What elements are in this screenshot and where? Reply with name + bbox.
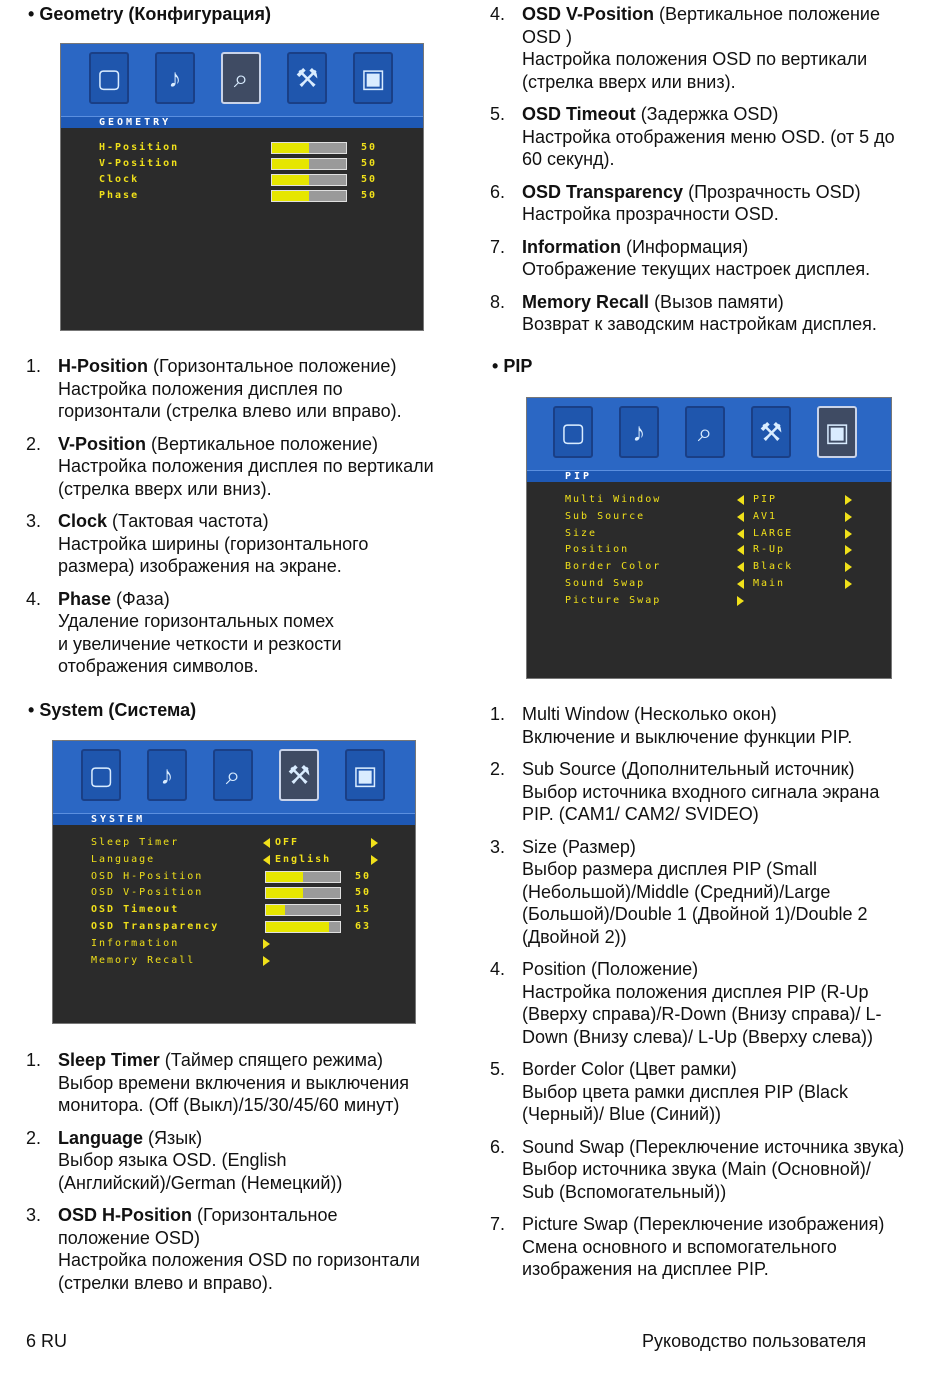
item-description-line: (стрелка вверх или вниз). — [522, 71, 736, 92]
item-description-line: (Английский)/German (Немецкий)) — [58, 1172, 343, 1193]
item-term-note: Position (Положение) — [522, 959, 699, 979]
arrow-right-icon — [845, 562, 852, 572]
osd-row-label: Sub Source — [565, 510, 646, 522]
item-description-line: OSD ) — [522, 26, 573, 47]
item-description-line: (Вверху справа)/R-Down (Внизу справа)/ L- — [522, 1004, 882, 1024]
item-term: H-Position — [58, 356, 148, 376]
list-item — [490, 836, 945, 949]
osd-slider — [271, 158, 347, 170]
arrow-left-icon — [737, 562, 744, 572]
color-icon — [155, 52, 195, 104]
monitor-icon-glyph: ▢ — [96, 63, 122, 93]
list-item — [26, 1127, 466, 1195]
item-number: 1. — [490, 704, 506, 724]
arrow-left-icon — [263, 838, 270, 848]
item-number: 5. — [490, 104, 506, 124]
item-term-note: Sound Swap (Переключение источника звука) — [522, 1136, 905, 1157]
arrow-left-icon — [737, 512, 744, 522]
item-description-line: изображения на дисплее PIP. — [522, 1259, 769, 1279]
osd-title-strip — [61, 116, 423, 128]
item-description-line: PIP. (CAM1/ CAM2/ SVIDEO) — [522, 804, 759, 824]
geometry-icon — [685, 406, 725, 458]
osd-slider — [265, 887, 341, 899]
color-icon-glyph: ♪ — [632, 417, 646, 447]
osd-slider-fill — [272, 175, 309, 185]
item-term: OSD Transparency — [522, 181, 684, 202]
osd-row-value: PIP — [753, 494, 778, 505]
osd-slider-fill — [266, 922, 329, 932]
geometry-icon-glyph: ⌕ — [697, 417, 713, 447]
list-item — [490, 103, 940, 171]
item-title-line — [58, 1049, 466, 1072]
system-heading: • System (Система) — [28, 700, 197, 720]
item-title-line — [58, 355, 466, 378]
osd-slider — [271, 174, 347, 186]
geometry-heading: • Geometry (Конфигурация) — [28, 4, 271, 24]
item-term-note: (Горизонтальное положение) — [148, 356, 397, 376]
item-term: OSD V-Position — [522, 4, 655, 24]
osd-row-label: OSD Timeout — [91, 904, 180, 916]
item-description-line: горизонтали (стрелка влево или вправо). — [58, 401, 402, 421]
arrow-left-icon — [263, 855, 270, 865]
list-item — [490, 703, 945, 748]
item-description-line: Смена основного и вспомогательного — [522, 1236, 837, 1257]
osd-row-label: Sleep Timer — [91, 837, 180, 848]
item-number: 1. — [26, 356, 42, 376]
osd-slider — [265, 904, 341, 916]
osd-row-label: Border Color — [565, 561, 662, 573]
item-number: 7. — [490, 236, 506, 257]
item-term: Clock — [58, 511, 108, 531]
item-term: V-Position — [58, 433, 147, 454]
item-description-line: (стрелки влево и вправо). — [58, 1272, 273, 1293]
geometry-icon — [213, 749, 253, 801]
arrow-left-icon — [737, 545, 744, 555]
item-description-line: отображения символов. — [58, 656, 259, 676]
osd-row-value: 50 — [361, 142, 378, 153]
item-term-note: (Задержка OSD) — [635, 104, 779, 124]
osd-row-label: OSD H-Position — [91, 870, 204, 882]
osd-row-label: Language — [91, 853, 156, 865]
item-term-note: (Вызов памяти) — [649, 291, 784, 312]
arrow-right-icon — [737, 596, 744, 606]
item-title-line — [522, 703, 945, 726]
geometry-item-list — [26, 355, 466, 688]
item-description-line: Down (Внизу слева)/ L-Up (Вверху слева)) — [522, 1026, 874, 1047]
osd-title-strip — [527, 470, 891, 482]
item-term-note: Sub Source (Дополнительный источник) — [522, 759, 855, 779]
list-item — [490, 758, 945, 826]
osd-row-value: Main — [753, 578, 786, 589]
item-description-line: Выбор источника входного сигнала экрана — [522, 781, 880, 802]
item-title-line — [522, 181, 940, 204]
monitor-icon — [89, 52, 129, 104]
item-number: 3. — [26, 511, 42, 531]
item-number: 5. — [490, 1059, 506, 1079]
monitor-icon — [81, 749, 121, 801]
osd-row-label: Phase — [99, 190, 140, 201]
item-title-line — [522, 958, 945, 981]
item-title-line — [522, 758, 945, 781]
item-description-line: Включение и выключение функции PIP. — [522, 726, 853, 747]
osd-row-label: OSD Transparency — [91, 921, 220, 932]
arrow-right-icon — [845, 545, 852, 555]
arrow-right-icon — [371, 855, 378, 865]
osd-row-value: 50 — [361, 158, 378, 169]
pip-icon-glyph: ▣ — [360, 63, 386, 93]
osd-row-label: Clock — [99, 174, 140, 185]
system-icon — [287, 52, 327, 104]
item-term: Phase — [58, 588, 112, 609]
item-number: 2. — [26, 1127, 42, 1148]
list-item — [490, 1058, 945, 1126]
item-description-line: Настройка положения OSD по горизонтали — [58, 1250, 420, 1270]
osd-row-label: Information — [91, 937, 180, 949]
osd-slider — [271, 190, 347, 202]
pip-icon-glyph: ▣ — [824, 417, 850, 447]
osd-slider-fill — [272, 191, 309, 201]
item-title-line — [58, 588, 466, 611]
footer-title: Руководство пользователя — [642, 1331, 867, 1351]
osd-row-value: OFF — [275, 837, 300, 848]
pip-icon-glyph: ▣ — [352, 760, 378, 790]
color-icon — [147, 749, 187, 801]
item-description-line: Настройка положения дисплея PIP (R-Up — [522, 981, 869, 1002]
item-term-note: (Таймер спящего режима) — [159, 1050, 383, 1070]
monitor-icon-glyph: ▢ — [560, 417, 586, 447]
item-term-note: Picture Swap (Переключение изображения) — [522, 1214, 885, 1234]
arrow-right-icon — [263, 956, 270, 966]
list-item — [26, 1204, 466, 1294]
item-number: 4. — [26, 588, 42, 609]
geometry-osd-screenshot — [60, 43, 424, 331]
item-description-line: Sub (Вспомогательный)) — [522, 1181, 727, 1202]
osd-slider-fill — [266, 905, 285, 915]
list-item — [26, 433, 466, 501]
osd-menu-title: PIP — [565, 471, 593, 482]
item-term-note: (Информация) — [621, 236, 749, 257]
list-item — [490, 1136, 945, 1204]
arrow-right-icon — [845, 495, 852, 505]
osd-row-value: 63 — [355, 921, 372, 932]
pip-icon — [817, 406, 857, 458]
pip-heading: • PIP — [492, 356, 533, 376]
item-description-line: Возврат к заводским настройкам дисплея. — [522, 314, 877, 334]
list-item — [26, 588, 466, 678]
item-description-line: Настройка положения дисплея по вертикали — [58, 456, 434, 476]
monitor-icon-glyph: ▢ — [88, 760, 114, 790]
pip-item-list — [490, 703, 945, 1291]
item-term-note: Size (Размер) — [522, 836, 636, 857]
system-item-list-continued — [490, 3, 940, 346]
osd-menu-title: SYSTEM — [91, 814, 146, 825]
item-term: Sleep Timer — [58, 1050, 160, 1070]
system-icon — [751, 406, 791, 458]
arrow-right-icon — [845, 529, 852, 539]
osd-row-value: English — [275, 853, 332, 865]
item-description-line: Выбор размера дисплея PIP (Small — [522, 859, 818, 879]
osd-row-label: Memory Recall — [91, 954, 196, 966]
pip-osd-screenshot — [526, 397, 892, 679]
item-description-line: положение OSD) — [58, 1227, 200, 1248]
arrow-left-icon — [737, 579, 744, 589]
item-description-line: Выбор источника звука (Main (Основной)/ — [522, 1159, 871, 1179]
item-number: 2. — [490, 759, 506, 779]
osd-row-value: 50 — [361, 190, 378, 201]
osd-row-label: Picture Swap — [565, 594, 662, 606]
osd-slider — [265, 871, 341, 883]
item-number: 3. — [26, 1205, 42, 1225]
item-term: Memory Recall — [522, 291, 650, 312]
arrow-left-icon — [737, 495, 744, 505]
system-icon — [279, 749, 319, 801]
system-icon-glyph: ⚒ — [295, 63, 319, 93]
item-number: 2. — [26, 433, 42, 454]
item-term: OSD Timeout — [522, 104, 636, 124]
monitor-icon — [553, 406, 593, 458]
item-description-line: Удаление горизонтальных помех — [58, 611, 334, 631]
osd-row-value: R-Up — [753, 544, 786, 556]
item-term-note: (Вертикальное положение — [654, 4, 880, 24]
item-description-line: (Двойной 2)) — [522, 926, 627, 947]
osd-row-value: 50 — [361, 174, 378, 185]
item-title-line — [58, 1127, 466, 1150]
arrow-right-icon — [845, 512, 852, 522]
arrow-right-icon — [371, 838, 378, 848]
item-description-line: Выбор времени включения и выключения — [58, 1072, 409, 1093]
osd-title-strip — [53, 813, 415, 825]
item-number: 1. — [26, 1050, 42, 1070]
item-description-line: (стрелка вверх или вниз). — [58, 478, 272, 499]
item-number: 7. — [490, 1214, 506, 1234]
item-number: 4. — [490, 959, 506, 979]
arrow-right-icon — [845, 579, 852, 589]
item-number: 4. — [490, 4, 506, 24]
osd-row-value: LARGE — [753, 527, 794, 539]
item-description-line: 60 секунд). — [522, 149, 615, 169]
geometry-icon-glyph: ⌕ — [225, 760, 241, 790]
list-item — [26, 355, 466, 423]
item-description-line: Настройка положения OSD по вертикали — [522, 49, 868, 69]
item-term-note: (Язык) — [143, 1127, 203, 1148]
item-term: OSD H-Position — [58, 1205, 192, 1225]
item-term: Information — [522, 236, 621, 257]
item-term-note: Multi Window (Несколько окон) — [522, 704, 777, 724]
geometry-icon — [221, 52, 261, 104]
list-item — [26, 510, 466, 578]
item-title-line — [58, 433, 466, 456]
osd-slider — [265, 921, 341, 933]
item-description-line: и увеличение четкости и резкости — [58, 633, 342, 654]
item-term-note: (Прозрачность OSD) — [683, 181, 861, 202]
list-item — [490, 291, 940, 336]
system-icon-glyph: ⚒ — [759, 417, 783, 447]
page-number: 6 RU — [26, 1331, 68, 1351]
pip-icon — [353, 52, 393, 104]
system-icon-glyph: ⚒ — [287, 760, 311, 790]
osd-row-label: H-Position — [99, 142, 180, 153]
color-icon-glyph: ♪ — [160, 760, 174, 790]
item-description-line: Настройка ширины (горизонтального — [58, 533, 369, 554]
osd-menu-title: GEOMETRY — [99, 117, 172, 128]
item-term-note: Border Color (Цвет рамки) — [522, 1059, 737, 1079]
item-description-line: Настройка прозрачности OSD. — [522, 204, 779, 224]
list-item — [26, 1049, 466, 1117]
osd-slider-fill — [266, 872, 303, 882]
arrow-left-icon — [737, 529, 744, 539]
item-title-line — [522, 1213, 945, 1236]
item-title-line — [58, 1204, 466, 1227]
item-title-line — [522, 1136, 945, 1159]
osd-row-value: 50 — [355, 870, 372, 882]
osd-row-value: Black — [753, 561, 794, 573]
item-title-line — [522, 103, 940, 126]
list-item — [490, 181, 940, 226]
item-term-note: (Вертикальное положение) — [146, 433, 378, 454]
item-title-line — [522, 291, 940, 314]
item-title-line — [522, 836, 945, 859]
osd-slider — [271, 142, 347, 154]
item-description-line: Настройка отображения меню OSD. (от 5 до — [522, 126, 895, 147]
osd-row-value: 15 — [355, 904, 372, 916]
osd-row-label: Multi Window — [565, 494, 662, 505]
item-description-line: монитора. (Off (Выкл)/15/30/45/60 минут) — [58, 1095, 400, 1115]
item-description-line: (Небольшой)/Middle (Средний)/Large — [522, 881, 831, 902]
item-number: 8. — [490, 291, 506, 312]
item-description-line: Выбор языка OSD. (English — [58, 1150, 287, 1170]
list-item — [490, 3, 940, 93]
item-number: 3. — [490, 836, 506, 857]
system-item-list — [26, 1049, 466, 1304]
osd-slider-fill — [272, 143, 309, 153]
item-title-line — [58, 510, 466, 533]
geometry-icon-glyph: ⌕ — [233, 63, 249, 93]
system-osd-screenshot — [52, 740, 416, 1024]
arrow-right-icon — [263, 939, 270, 949]
item-term: Language — [58, 1127, 144, 1148]
color-icon — [619, 406, 659, 458]
osd-row-value: AV1 — [753, 510, 778, 522]
item-term-note: (Тактовая частота) — [107, 511, 269, 531]
pip-icon — [345, 749, 385, 801]
osd-row-value: 50 — [355, 887, 372, 899]
osd-slider-fill — [272, 159, 309, 169]
item-title-line — [522, 3, 940, 26]
item-description-line: Выбор цвета рамки дисплея PIP (Black — [522, 1081, 849, 1102]
list-item — [490, 236, 940, 281]
item-title-line — [522, 236, 940, 259]
item-description-line: Отображение текущих настроек дисплея. — [522, 259, 871, 279]
osd-row-label: OSD V-Position — [91, 887, 204, 899]
list-item — [490, 1213, 945, 1281]
osd-row-label: Position — [565, 544, 630, 556]
item-description-line: (Черный)/ Blue (Синий)) — [522, 1104, 722, 1124]
item-description-line: размера) изображения на экране. — [58, 556, 342, 576]
item-term-note: (Горизонтальное — [192, 1205, 338, 1225]
item-term-note: (Фаза) — [111, 588, 170, 609]
osd-row-label: Sound Swap — [565, 578, 646, 589]
item-number: 6. — [490, 181, 506, 202]
color-icon-glyph: ♪ — [168, 63, 182, 93]
item-description-line: (Большой)/Double 1 (Двойной 1)/Double 2 — [522, 904, 868, 924]
list-item — [490, 958, 945, 1048]
item-number: 6. — [490, 1136, 506, 1157]
osd-row-label: V-Position — [99, 158, 180, 169]
osd-row-label: Size — [565, 527, 598, 539]
item-description-line: Настройка положения дисплея по — [58, 378, 343, 399]
item-title-line — [522, 1058, 945, 1081]
osd-slider-fill — [266, 888, 303, 898]
